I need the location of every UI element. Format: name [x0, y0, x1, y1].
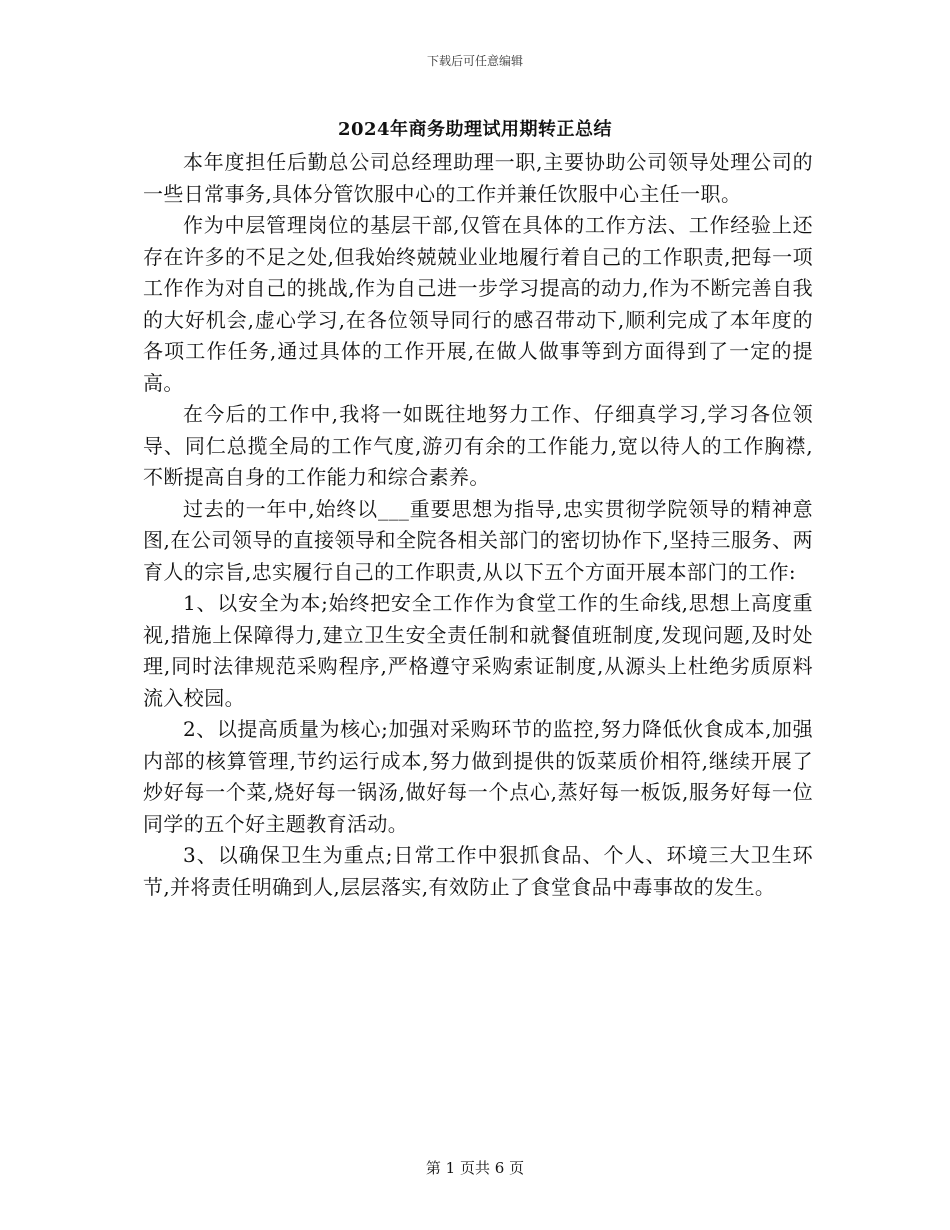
paragraph-2: 作为中层管理岗位的基层干部,仅管在具体的工作方法、工作经验上还存在许多的不足之处,但我始终兢兢业业地履行着自己的工作职责,把每一项工作作为对自己的挑战,作为自己进一步学习提高的动力,作为不断完善自我的大好机会,虚心学习,在各位领导同行的感召带动下,顺利完成了本年度的各项工作任务,通过具体的工作开展,在做人做事等到方面得到了一定的提高。: [143, 213, 813, 395]
paragraph-3: 在今后的工作中,我将一如既往地努力工作、仔细真学习,学习各位领导、同仁总揽全局的工作气度,游刃有余的工作能力,宽以待人的工作胸襟,不断提高自身的工作能力和综合素养。: [143, 402, 813, 489]
document-title: 2024年商务助理试用期转正总结: [337, 119, 613, 140]
paragraph-5: 1、以安全为本;始终把安全工作作为食堂工作的生命线,思想上高度重视,措施上保障得力,建立卫生安全责任制和就餐值班制度,发现问题,及时处理,同时法律规范采购程序,严格遵守采购索证制度,从源头上杜绝劣质原料流入校园。: [143, 591, 813, 710]
header-note: 下载后可任意编辑: [426, 54, 523, 68]
page-number: 第 1 页共 6 页: [425, 1159, 525, 1177]
document-body: [143, 147, 813, 903]
paragraph-6: 2、以提高质量为核心;加强对采购环节的监控,努力降低伙食成本,加强内部的核算管理,节约运行成本,努力做到提供的饭菜质价相符,继续开展了炒好每一个菜,烧好每一锅汤,做好每一个点心,蒸好每一板饭,服务好每一位同学的五个好主题教育活动。: [143, 717, 813, 836]
paragraph-4: 过去的一年中,始终以___重要思想为指导,忠实贯彻学院领导的精神意图,在公司领导的直接领导和全院各相关部门的密切协作下,坚持三服务、两育人的宗旨,忠实履行自己的工作职责,从以下五个方面开展本部门的工作:: [143, 496, 813, 584]
paragraph-1: 本年度担任后勤总公司总经理助理一职,主要协助公司领导处理公司的一些日常事务,具体分管饮服中心的工作并兼任饮服中心主任一职。: [143, 150, 813, 206]
paragraph-7: 3、以确保卫生为重点;日常工作中狠抓食品、个人、环境三大卫生环节,并将责任明确到人,层层落实,有效防止了食堂食品中毒事故的发生。: [143, 843, 813, 899]
